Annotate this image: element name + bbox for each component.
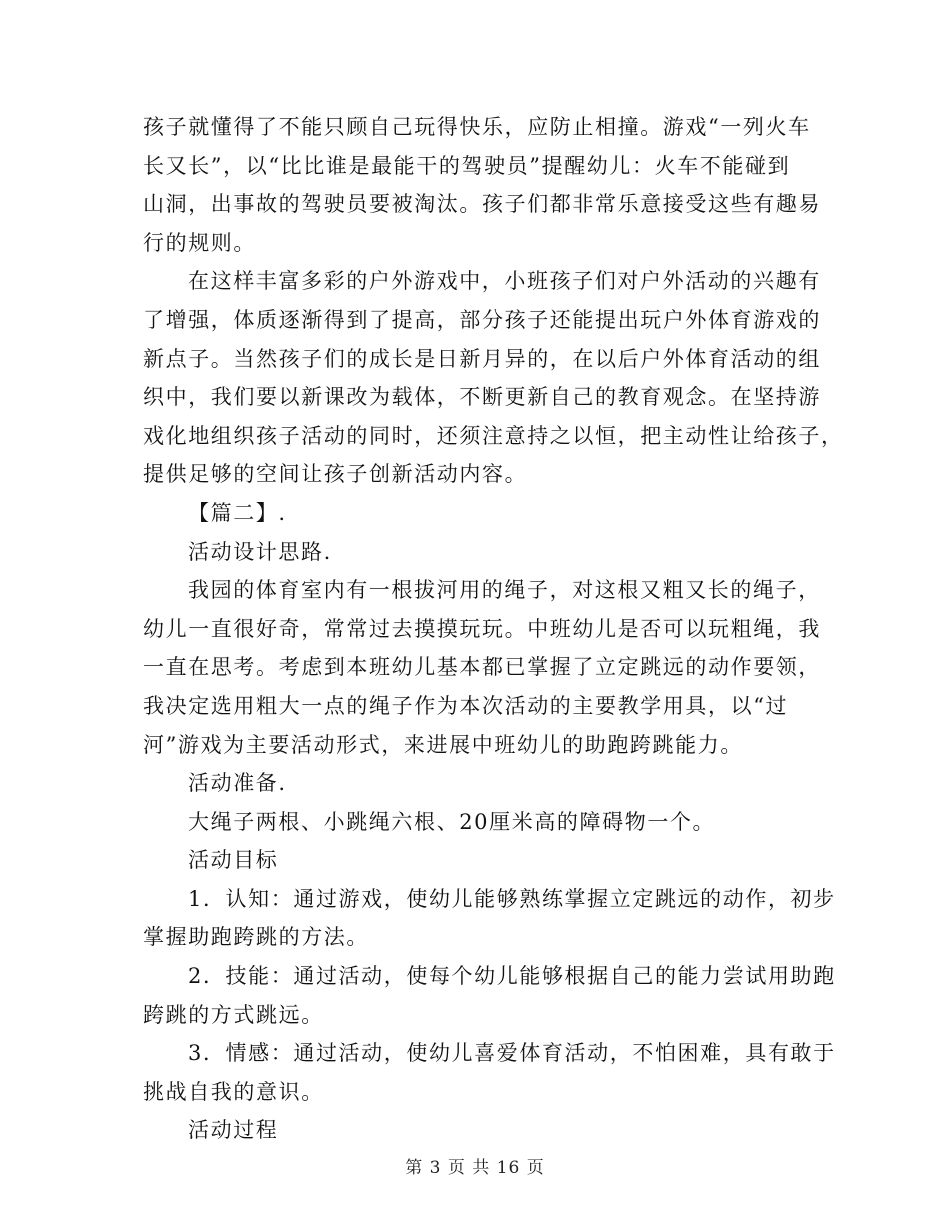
text-line: 长又长”，以“比比谁是最能干的驾驶员”提醒幼儿：火车不能碰到 (143, 153, 791, 178)
text-line: 掌握助跑跨跳的方法。 (143, 925, 369, 950)
subsection-heading: 活动设计思路. (188, 539, 332, 564)
text-line: 在这样丰富多彩的户外游戏中，小班孩子们对户外活动的兴趣有 (188, 269, 821, 294)
page-number-footer: 第 3 页 共 16 页 (405, 1158, 545, 1178)
text-line: 孩子就懂得了不能只顾自己玩得快乐，应防止相撞。游戏“一列火车 (143, 115, 811, 139)
subsection-heading: 活动过程 (188, 1118, 279, 1143)
text-line: 了增强，体质逐渐得到了提高，部分孩子还能提出玩户外体育游戏的 (143, 307, 821, 332)
text-line: 行的规则。 (143, 230, 256, 255)
text-line: 山洞，出事故的驾驶员要被淘汰。孩子们都非常乐意接受这些有趣易 (143, 192, 821, 217)
subsection-heading: 活动目标 (188, 848, 279, 873)
text-line: 大绳子两根、小跳绳六根、20厘米高的障碍物一个。 (188, 809, 716, 834)
list-item: 1．认知：通过游戏，使幼儿能够熟练掌握立定跳远的动作，初步 (188, 886, 836, 911)
text-line: 提供足够的空间让孩子创新活动内容。 (143, 462, 528, 487)
document-body (143, 108, 844, 1150)
text-line: 我决定选用粗大一点的绳子作为本次活动的主要教学用具，以“过 (143, 693, 789, 718)
text-line: 幼儿一直很好奇，常常过去摸摸玩玩。中班幼儿是否可以玩粗绳，我 (143, 616, 821, 641)
section-heading: 【篇二】. (188, 500, 287, 525)
list-item: 2．技能：通过活动，使每个幼儿能够根据自己的能力尝试用助跑 (188, 964, 836, 989)
subsection-heading: 活动准备. (188, 771, 287, 796)
text-line: 一直在思考。考虑到本班幼儿基本都已掌握了立定跳远的动作要领， (143, 655, 821, 680)
text-line: 河”游戏为主要活动形式，来进展中班幼儿的助跑跨跳能力。 (143, 732, 743, 757)
text-line: 跨跳的方式跳远。 (143, 1002, 324, 1027)
text-line: 织中，我们要以新课改为载体，不断更新自己的教育观念。在坚持游 (143, 385, 821, 410)
text-line: 新点子。当然孩子们的成长是日新月异的，在以后户外体育活动的组 (143, 346, 821, 371)
text-line: 挑战自我的意识。 (143, 1079, 324, 1104)
text-line: 我园的体育室内有一根拔河用的绳子，对这根又粗又长的绳子， (188, 578, 821, 603)
text-line: 戏化地组织孩子活动的同时，还须注意持之以恒，把主动性让给孩子， (143, 423, 844, 448)
list-item: 3．情感：通过活动，使幼儿喜爱体育活动，不怕困难，具有敢于 (188, 1041, 836, 1066)
